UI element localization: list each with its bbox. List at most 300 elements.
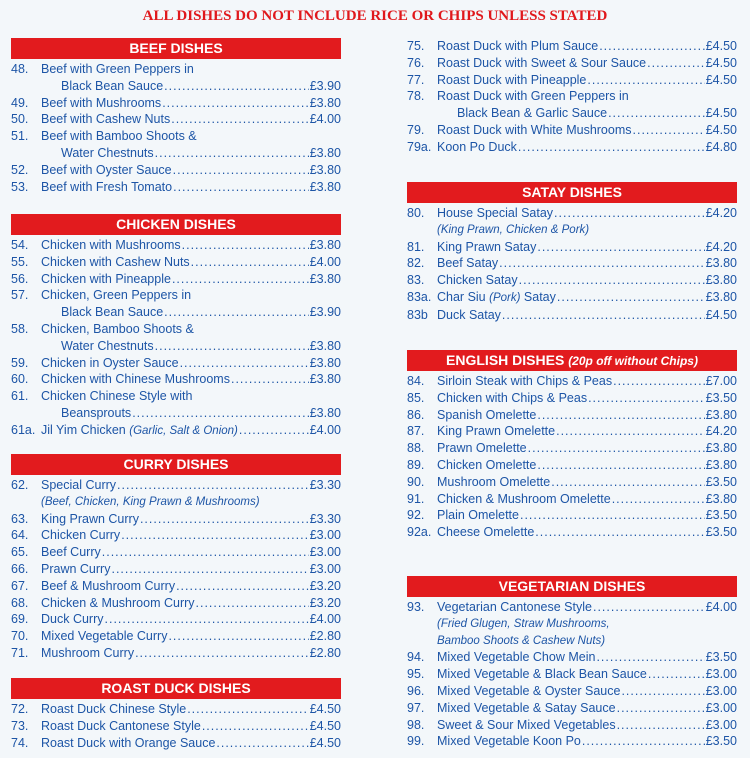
item-price: £3.80	[705, 256, 737, 271]
leader-dots	[593, 599, 705, 616]
item-name-text: Mixed Vegetable & Oyster Sauce	[437, 683, 621, 698]
item-name-text: Chicken with Chips & Peas	[437, 390, 588, 405]
menu-item-line	[407, 599, 737, 616]
item-name	[41, 511, 139, 528]
item-number: 67.	[11, 578, 29, 593]
item-name-text: Char Siu	[437, 289, 486, 304]
item-number: 62.	[11, 478, 29, 492]
item-name-text: King Prawn Curry	[41, 511, 139, 526]
leader-dots	[196, 595, 309, 612]
item-name	[437, 700, 616, 717]
leader-dots	[537, 457, 704, 474]
item-name-text: Satay	[523, 289, 556, 304]
item-number: 65.	[11, 545, 29, 560]
leader-dots	[105, 611, 309, 628]
item-name-text: Chicken with Mushrooms	[41, 238, 181, 252]
menu-item-line	[407, 440, 737, 457]
item-number: 87.	[407, 424, 425, 439]
item-number: 88.	[407, 441, 425, 456]
item-name	[437, 599, 592, 616]
menu-item	[11, 162, 341, 179]
leader-dots	[171, 111, 308, 128]
item-price: £3.80	[705, 289, 737, 304]
section-header	[407, 576, 737, 597]
leader-dots	[647, 55, 705, 72]
leader-dots	[155, 145, 309, 162]
item-name	[437, 524, 534, 541]
leader-dots	[502, 307, 705, 324]
leader-dots	[582, 733, 705, 750]
item-name	[41, 611, 104, 628]
item-name	[41, 162, 172, 179]
item-name-text: Beef with Mushrooms	[41, 95, 162, 110]
menu-item-line	[407, 524, 737, 541]
leader-dots	[648, 666, 705, 683]
item-number: 80.	[407, 206, 425, 220]
menu-item	[407, 205, 737, 239]
leader-dots	[554, 205, 705, 222]
item-name-text: Chicken Satay	[437, 273, 518, 288]
item-note: (Garlic, Salt & Onion)	[129, 424, 238, 437]
item-name	[41, 701, 186, 718]
leader-dots	[162, 95, 309, 112]
leader-dots	[135, 645, 309, 662]
leader-dots	[557, 289, 705, 306]
chicken-section	[11, 214, 341, 440]
leader-dots	[537, 407, 704, 424]
item-name-text: Mixed Vegetable Curry	[41, 629, 168, 644]
menu-item	[407, 407, 737, 424]
leader-dots	[102, 544, 309, 561]
leader-dots	[191, 254, 309, 271]
item-name-text: Roast Duck Cantonese Style	[41, 718, 201, 733]
menu-item-line	[11, 544, 341, 561]
menu-item-line	[11, 321, 341, 338]
item-price: £4.50	[705, 39, 737, 53]
leader-dots	[551, 474, 704, 491]
item-name-text: Mushroom Omelette	[437, 474, 551, 489]
item-price: £3.50	[705, 734, 737, 749]
item-number: 70.	[11, 629, 29, 644]
item-name: Beef with Green Peppers in	[41, 62, 194, 76]
item-name	[437, 683, 620, 700]
item-name-text: Beef with Cashew Nuts	[41, 112, 171, 127]
item-name-text: Vegetarian Cantonese Style	[437, 600, 592, 614]
beef-section	[11, 38, 341, 195]
leader-dots	[535, 524, 704, 541]
menu-item	[407, 457, 737, 474]
leader-dots	[537, 239, 704, 256]
section-header	[11, 454, 341, 475]
item-description: Bamboo Shoots & Cashew Nuts)	[437, 634, 606, 647]
item-name-text: Special Curry	[41, 478, 117, 492]
item-number: 98.	[407, 717, 425, 732]
item-name	[41, 271, 171, 288]
item-number: 53.	[11, 179, 29, 194]
menu-item-line	[11, 287, 341, 304]
item-name	[437, 733, 581, 750]
item-name	[437, 307, 501, 324]
leader-dots	[239, 422, 309, 439]
item-description: (King Prawn, Chicken & Pork)	[437, 223, 590, 236]
item-name-text: Chicken Curry	[41, 528, 121, 543]
menu-item-line	[407, 717, 737, 734]
item-price: £4.00	[309, 112, 341, 127]
item-price: £4.50	[705, 55, 737, 70]
item-price: £3.80	[309, 405, 341, 420]
item-number: 78.	[407, 89, 425, 104]
item-name-text: Cheese Omelette	[437, 525, 535, 540]
menu-item-line	[407, 700, 737, 717]
menu-item-line	[11, 628, 341, 645]
item-number: 69.	[11, 612, 29, 627]
item-number: 81.	[407, 239, 425, 254]
item-number: 71.	[11, 645, 29, 660]
roast-duck-section	[11, 678, 341, 751]
item-name-text: Sweet & Sour Mixed Vegetables	[437, 717, 616, 732]
leader-dots	[216, 735, 308, 752]
menu-item	[11, 355, 341, 372]
menu-item-line	[407, 423, 737, 440]
item-name	[437, 666, 647, 683]
menu-item-line	[11, 511, 341, 528]
item-price: £3.00	[705, 717, 737, 732]
leader-dots	[231, 371, 309, 388]
menu-item	[11, 544, 341, 561]
item-price: £3.80	[705, 491, 737, 506]
vegetarian-section	[407, 576, 737, 750]
menu-item	[11, 578, 341, 595]
menu-item-line	[407, 649, 737, 666]
menu-item	[407, 289, 737, 307]
menu-item	[407, 683, 737, 700]
item-name	[41, 561, 110, 578]
item-number: 97.	[407, 700, 425, 715]
item-name-text: Chicken with Cashew Nuts	[41, 254, 190, 269]
item-number: 89.	[407, 457, 425, 472]
menu-item	[407, 733, 737, 750]
menu-item-line	[407, 733, 737, 750]
section-header	[407, 182, 737, 203]
menu-item-line	[11, 595, 341, 612]
section-title: SATAY DISHES	[522, 184, 622, 200]
menu-item	[11, 595, 341, 612]
section-title: CURRY DISHES	[123, 456, 229, 472]
item-name	[437, 649, 595, 666]
menu-item	[407, 55, 737, 72]
item-number: 92a.	[407, 525, 432, 540]
item-name-text: Beef Curry	[41, 545, 101, 560]
item-number: 63.	[11, 511, 29, 526]
item-price: £3.50	[705, 474, 737, 489]
menu-item	[407, 390, 737, 407]
item-number: 92.	[407, 508, 425, 523]
menu-item	[407, 507, 737, 524]
item-name	[41, 371, 230, 388]
menu-item-line	[407, 474, 737, 491]
item-name	[41, 645, 134, 662]
section-title: ENGLISH DISHES	[446, 352, 565, 368]
item-price: £3.80	[309, 372, 341, 387]
item-number: 72.	[11, 702, 29, 716]
item-name	[437, 390, 587, 407]
menu-item	[407, 700, 737, 717]
menu-item	[11, 388, 341, 422]
item-number: 59.	[11, 355, 29, 370]
item-name	[41, 544, 101, 561]
item-name	[41, 578, 175, 595]
menu-item-line	[11, 645, 341, 662]
leader-dots	[520, 507, 705, 524]
leader-dots	[633, 122, 705, 139]
item-name	[41, 628, 167, 645]
notice-banner: ALL DISHES DO NOT INCLUDE RICE OR CHIPS UNLESS STATED	[142, 8, 608, 24]
menu-item	[11, 237, 341, 254]
item-price: £3.30	[309, 478, 341, 492]
menu-item-line	[11, 128, 341, 145]
menu-item	[11, 527, 341, 544]
menu-item-line	[407, 239, 737, 256]
item-number: 90.	[407, 474, 425, 489]
item-price: £3.00	[309, 561, 341, 576]
item-number: 61.	[11, 389, 29, 404]
item-price: £4.50	[705, 122, 737, 137]
english-section	[407, 350, 737, 541]
item-number: 49.	[11, 95, 29, 110]
item-number: 75.	[407, 39, 425, 53]
item-name-text: Beef with Fresh Tomato	[41, 179, 173, 194]
item-price: £4.20	[705, 206, 737, 220]
menu-item-line	[407, 666, 737, 683]
item-price: £3.80	[705, 273, 737, 288]
item-number: 99.	[407, 734, 425, 749]
item-price: £3.90	[309, 305, 341, 320]
item-price: £3.50	[705, 650, 737, 665]
menu-item-line	[11, 527, 341, 544]
menu-item-line	[11, 111, 341, 128]
item-description: (Beef, Chicken, King Prawn & Mushrooms)	[41, 495, 260, 508]
item-name-text: Roast Duck with White Mushrooms	[437, 122, 632, 137]
section-header	[11, 38, 341, 59]
item-name	[41, 254, 190, 271]
menu-item-line	[407, 272, 737, 289]
leader-dots	[164, 78, 309, 95]
item-name-cont: Water Chestnuts	[61, 145, 154, 160]
leader-dots	[172, 271, 309, 288]
menu-item-line	[407, 390, 737, 407]
menu-item-line	[11, 237, 341, 254]
item-name	[437, 72, 586, 89]
menu-item-line	[11, 718, 341, 735]
item-name	[437, 457, 536, 474]
menu-item	[407, 122, 737, 139]
item-name-text: Duck Satay	[437, 307, 501, 322]
item-name-text: Mixed Vegetable & Black Bean Sauce	[437, 667, 647, 682]
item-name	[437, 407, 536, 424]
leader-dots	[155, 338, 309, 355]
menu-item	[11, 477, 341, 511]
menu-item	[11, 287, 341, 321]
item-name	[437, 289, 556, 307]
item-price: £7.00	[705, 374, 737, 388]
item-price: £2.80	[309, 645, 341, 660]
section-title: ROAST DUCK DISHES	[101, 680, 251, 696]
item-number: 83.	[407, 273, 425, 288]
menu-item-line	[407, 507, 737, 524]
item-number: 96.	[407, 683, 425, 698]
item-number: 64.	[11, 528, 29, 543]
menu-item-line	[407, 307, 737, 324]
leader-dots	[528, 440, 705, 457]
item-price: £3.80	[309, 271, 341, 286]
item-number: 54.	[11, 238, 29, 252]
leader-dots	[176, 578, 309, 595]
item-price: £4.50	[705, 106, 737, 121]
menu-item	[11, 422, 341, 440]
leader-dots	[608, 105, 705, 122]
item-number: 68.	[11, 595, 29, 610]
item-name	[437, 205, 553, 222]
item-name: Roast Duck with Green Peppers in	[437, 89, 629, 104]
leader-dots	[173, 179, 309, 196]
menu-item-line	[11, 388, 341, 405]
menu-item-line	[407, 683, 737, 700]
item-price: £3.80	[309, 162, 341, 177]
menu-item	[407, 599, 737, 649]
menu-item	[11, 628, 341, 645]
menu-item-line	[407, 105, 737, 122]
menu-item-line	[11, 701, 341, 718]
item-name	[437, 239, 536, 256]
leader-dots	[519, 272, 705, 289]
leader-dots	[617, 700, 705, 717]
item-price: £3.00	[309, 545, 341, 560]
item-number: 74.	[11, 735, 29, 750]
menu-item-line	[11, 179, 341, 196]
menu-item-line	[407, 88, 737, 105]
item-number: 91.	[407, 491, 425, 506]
leader-dots	[518, 139, 705, 156]
menu-item-line	[407, 205, 737, 222]
item-name	[41, 595, 195, 612]
menu-item	[407, 649, 737, 666]
menu-item	[11, 61, 341, 95]
item-price: £3.80	[309, 145, 341, 160]
item-name	[41, 718, 201, 735]
leader-dots	[132, 405, 309, 422]
menu-item-line	[407, 139, 737, 156]
item-number: 60.	[11, 372, 29, 387]
menu-item-line	[11, 304, 341, 321]
menu-item-line	[11, 95, 341, 112]
item-price: £4.00	[309, 254, 341, 269]
item-name-text: Chicken Omelette	[437, 457, 537, 472]
item-price: £4.20	[705, 424, 737, 439]
menu-item-line	[407, 38, 737, 55]
item-name-cont: Black Bean Sauce	[61, 78, 164, 93]
leader-dots	[187, 701, 309, 718]
item-number: 84.	[407, 374, 425, 388]
item-number: 55.	[11, 254, 29, 269]
item-name	[437, 440, 527, 457]
item-name-text: Koon Po Duck	[437, 139, 517, 154]
menu-item-line	[11, 561, 341, 578]
item-name-text: Duck Curry	[41, 612, 104, 627]
item-price: £3.80	[309, 179, 341, 194]
item-name-text: Roast Duck with Pineapple	[437, 72, 587, 87]
item-name-text: Spanish Omelette	[437, 407, 537, 422]
item-price: £3.80	[705, 407, 737, 422]
menu-item-line	[11, 611, 341, 628]
menu-item	[11, 271, 341, 288]
item-number: 56.	[11, 271, 29, 286]
item-name	[41, 527, 120, 544]
item-price: £4.50	[309, 735, 341, 750]
item-name-text: Chicken & Mushroom Curry	[41, 595, 195, 610]
item-name	[437, 38, 598, 55]
item-number: 79.	[407, 122, 425, 137]
menu-item	[407, 717, 737, 734]
satay-section	[407, 182, 737, 324]
menu-item	[11, 371, 341, 388]
menu-item	[11, 645, 341, 662]
menu-item	[11, 561, 341, 578]
section-header	[11, 214, 341, 235]
menu-item	[407, 139, 737, 156]
menu-item-line	[11, 477, 341, 494]
leader-dots	[111, 561, 308, 578]
section-title: BEEF DISHES	[129, 40, 223, 56]
menu-item-line	[407, 72, 737, 89]
item-number: 82.	[407, 256, 425, 271]
menu-item-line	[11, 145, 341, 162]
item-name-text: Chicken with Pineapple	[41, 271, 171, 286]
item-name	[437, 122, 632, 139]
item-price: £3.00	[705, 700, 737, 715]
item-name-text: Mixed Vegetable Chow Mein	[437, 650, 596, 665]
menu-item-line	[11, 735, 341, 752]
menu-item	[407, 255, 737, 272]
item-number: 57.	[11, 288, 29, 303]
item-price: £3.00	[705, 683, 737, 698]
leader-dots	[182, 237, 309, 254]
menu-item	[407, 423, 737, 440]
roast-duck-continued	[407, 38, 737, 156]
leader-dots	[173, 162, 309, 179]
menu-item-line	[11, 271, 341, 288]
item-price: £3.80	[705, 457, 737, 472]
item-price: £3.30	[309, 511, 341, 526]
item-name-text: Mixed Vegetable Koon Po	[437, 734, 581, 749]
section-title: CHICKEN DISHES	[116, 216, 236, 232]
leader-dots	[121, 527, 309, 544]
item-name-text: Prawn Curry	[41, 561, 111, 576]
menu-item	[11, 611, 341, 628]
menu-item	[11, 321, 341, 355]
item-number: 79a.	[407, 139, 432, 154]
item-name	[41, 477, 116, 494]
item-price: £3.90	[309, 78, 341, 93]
leader-dots	[613, 373, 705, 390]
menu-item	[407, 373, 737, 390]
menu-item	[407, 440, 737, 457]
item-name	[41, 355, 179, 372]
menu-item	[407, 307, 737, 324]
item-name: Chicken, Green Peppers in	[41, 288, 192, 303]
item-name-text: Roast Duck Chinese Style	[41, 702, 187, 716]
menu-item	[407, 474, 737, 491]
item-price: £4.50	[309, 718, 341, 733]
